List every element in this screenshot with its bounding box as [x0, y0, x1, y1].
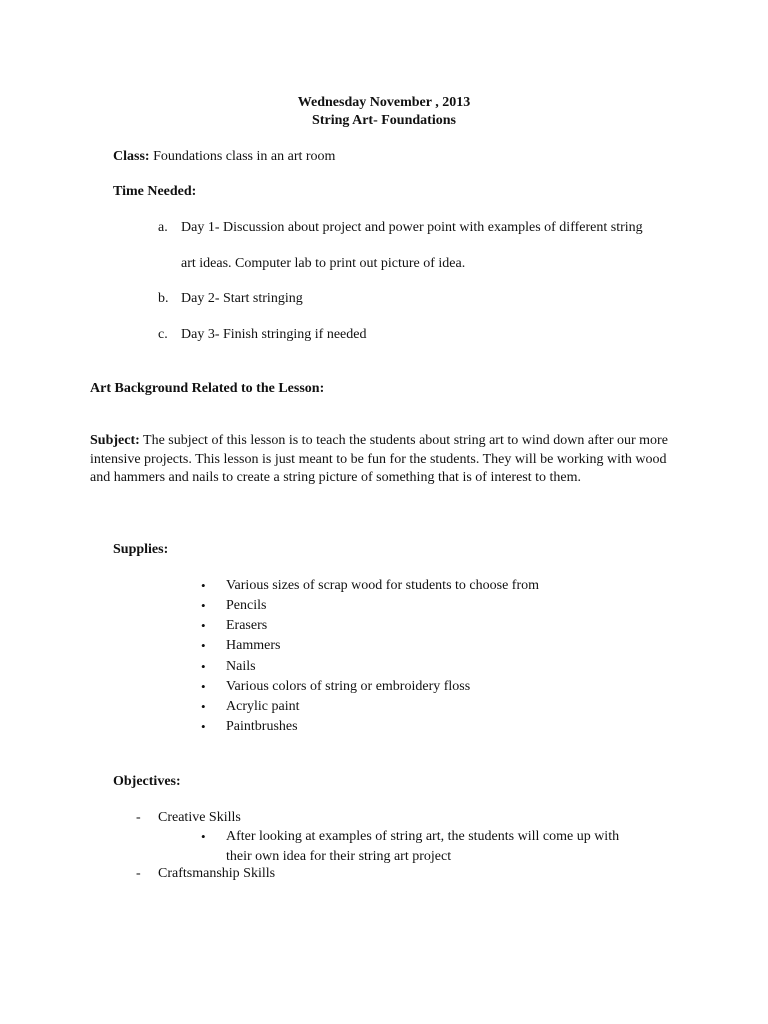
- subject-label: Subject:: [90, 433, 140, 448]
- bullet-icon: •: [201, 699, 206, 714]
- bullet-icon: •: [201, 659, 206, 674]
- time-item-text: Day 3- Finish stringing if needed: [181, 327, 367, 342]
- time-item-text: Day 1- Discussion about project and power point with examples of different string: [181, 220, 643, 235]
- supply-item: Erasers: [226, 618, 268, 633]
- subject-text: The subject of this lesson is to teach the students about string art to wind down after our more intensive projects. This lesson is just meant to be fun for the students. They will be working with wood and hammers and nails to create a string picture of something that is of interest to them.: [90, 433, 668, 485]
- class-label: Class:: [113, 149, 150, 164]
- supply-item: Nails: [226, 659, 256, 674]
- bullet-icon: •: [201, 719, 206, 734]
- bullet-icon: •: [201, 618, 206, 633]
- objective-sub-item-continuation: their own idea for their string art project: [226, 849, 452, 864]
- class-text: Foundations class in an art room: [149, 149, 336, 164]
- supply-item: Pencils: [226, 598, 267, 613]
- objective-item: Creative Skills: [158, 810, 241, 825]
- supply-item: Acrylic paint: [226, 699, 300, 714]
- bullet-icon: •: [201, 679, 206, 694]
- bullet-icon: •: [201, 638, 206, 653]
- bullet-icon: •: [201, 829, 206, 844]
- bullet-icon: •: [201, 598, 206, 613]
- time-needed-label: Time Needed:: [113, 184, 197, 199]
- class-line: [113, 147, 335, 167]
- supply-item: Various sizes of scrap wood for students to choose from: [226, 578, 539, 593]
- time-item-marker: a.: [158, 220, 168, 235]
- objective-item: Craftsmanship Skills: [158, 866, 276, 881]
- supply-item: Hammers: [226, 638, 281, 653]
- time-item-marker: b.: [158, 291, 169, 306]
- objectives-label: Objectives:: [113, 774, 181, 789]
- objective-sub-item: After looking at examples of string art, the students will come up with: [226, 829, 620, 844]
- time-item-text: Day 2- Start stringing: [181, 291, 303, 306]
- time-item-marker: c.: [158, 327, 168, 342]
- time-item-continuation: art ideas. Computer lab to print out picture of idea.: [181, 256, 466, 271]
- date-line: Wednesday November , 2013: [297, 95, 471, 110]
- supply-item: Paintbrushes: [226, 719, 298, 734]
- subject-paragraph: [90, 432, 690, 488]
- objective-marker: -: [136, 866, 141, 881]
- document-title: String Art- Foundations: [312, 113, 456, 128]
- supplies-label: Supplies:: [113, 542, 169, 557]
- art-background-heading: Art Background Related to the Lesson:: [90, 381, 325, 396]
- bullet-icon: •: [201, 578, 206, 593]
- supply-item: Various colors of string or embroidery floss: [226, 679, 471, 694]
- objective-marker: -: [136, 810, 141, 825]
